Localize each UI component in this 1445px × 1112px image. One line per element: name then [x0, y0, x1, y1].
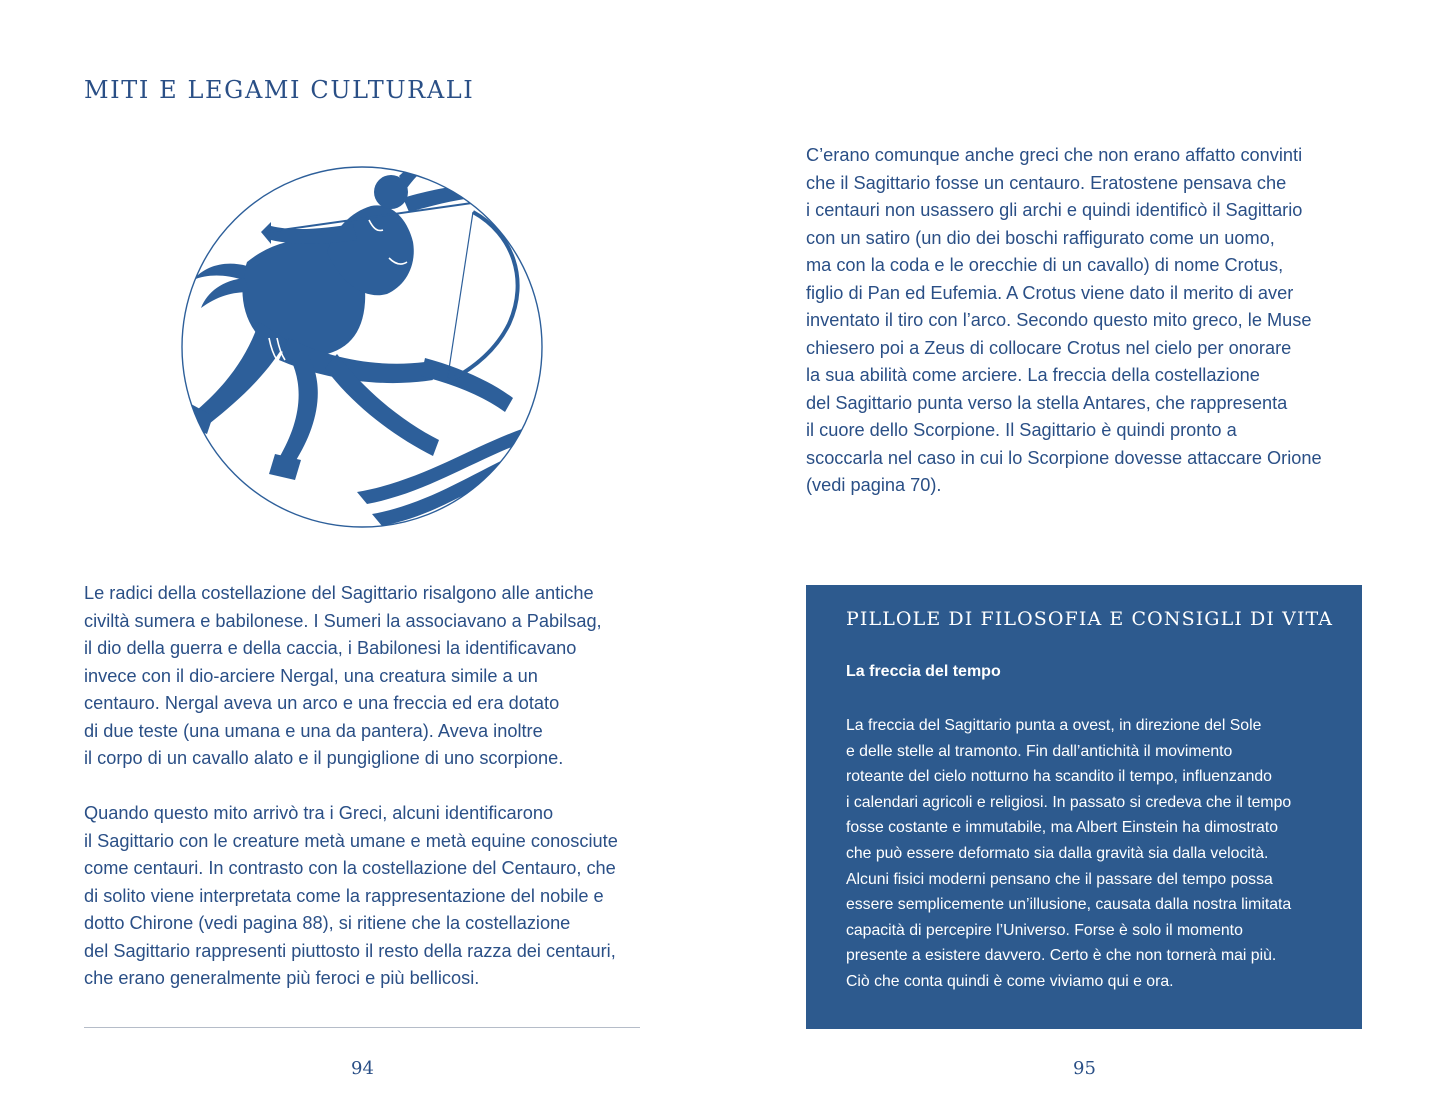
page-number: 94: [351, 1058, 374, 1079]
text-line: dotto Chirone (vedi pagina 88), si ritiene che la costellazione: [84, 913, 571, 933]
text-line: il Sagittario con le creature metà umane e metà equine conosciute: [84, 830, 618, 851]
text-line: Ciò che conta quindi è come viviamo qui e ora.: [846, 972, 1174, 990]
text-line: di solito viene interpretata come la rappresentazione del nobile e: [84, 885, 604, 906]
right-body-text: [806, 142, 1322, 500]
text-line: presente a esistere davvero. Certo è che non tornerà mai più.: [846, 947, 1277, 965]
section-title: MITI E LEGAMI CULTURALI: [84, 76, 475, 104]
text-line: che erano generalmente più feroci e più bellicosi.: [84, 968, 480, 988]
footer-rule: [84, 1027, 640, 1028]
philosophy-pill-box: [806, 585, 1362, 1029]
text-line: capacità di percepire l’Universo. Forse è solo il momento: [846, 921, 1243, 939]
text-line: invece con il dio-arciere Nergal, una creatura simile a un: [84, 665, 538, 686]
text-line: di due teste (una umana e una da pantera). Aveva inoltre: [84, 720, 543, 741]
text-line: come centauri. In contrasto con la costellazione del Centauro, che: [84, 858, 616, 878]
text-line: Quando questo mito arrivò tra i Greci, alcuni identificarono: [84, 803, 554, 823]
pill-box-subtitle: La freccia del tempo: [846, 663, 1001, 680]
text-line: centauro. Nergal aveva un arco e una freccia ed era dotato: [84, 693, 560, 713]
text-line: il cuore dello Scorpione. Il Sagittario è quindi pronto a: [806, 420, 1237, 440]
text-line: e delle stelle al tramonto. Fin dall’antichità il movimento: [846, 742, 1233, 760]
text-line: Alcuni fisici moderni pensano che il passare del tempo possa: [846, 870, 1273, 888]
text-line: roteante del cielo notturno ha scandito il tempo, influenzando: [846, 768, 1272, 786]
text-line: il dio della guerra e della caccia, i Babilonesi la identificavano: [84, 638, 577, 658]
left-body-text: [84, 580, 618, 993]
page-number: 95: [1073, 1058, 1096, 1079]
text-line: essere semplicemente un’illusione, causata dalla nostra limitata: [846, 896, 1292, 914]
text-line: che il Sagittario fosse un centauro. Eratostene pensava che: [806, 172, 1287, 193]
text-line: chiesero poi a Zeus di collocare Crotus nel cielo per onorare: [806, 337, 1292, 358]
pill-box-title: PILLOLE DI FILOSOFIA E CONSIGLI DI VITA: [846, 608, 1334, 630]
text-line: del Sagittario rappresenti piuttosto il resto della razza dei centauri,: [84, 940, 616, 961]
sagittarius-archer-illustration: [177, 162, 547, 532]
text-line: scoccarla nel caso in cui lo Scorpione dovesse attaccare Orione: [806, 447, 1322, 468]
text-line: civiltà sumera e babilonese. I Sumeri la associavano a Pabilsag,: [84, 610, 602, 631]
text-line: il corpo di un cavallo alato e il pungiglione di uno scorpione.: [84, 748, 564, 768]
text-line: del Sagittario punta verso la stella Antares, che rappresenta: [806, 392, 1288, 413]
text-line: Le radici della costellazione del Sagittario risalgono alle antiche: [84, 583, 594, 603]
text-line: C’erano comunque anche greci che non erano affatto convinti: [806, 145, 1303, 165]
paragraph-gap: [84, 773, 618, 801]
text-line: i centauri non usassero gli archi e quindi identificò il Sagittario: [806, 200, 1303, 220]
text-line: con un satiro (un dio dei boschi raffigurato come un uomo,: [806, 227, 1275, 248]
text-line: La freccia del Sagittario punta a ovest, in direzione del Sole: [846, 717, 1262, 734]
text-line: la sua abilità come arciere. La freccia della costellazione: [806, 365, 1260, 385]
text-line: fosse costante e immutabile, ma Albert Einstein ha dimostrato: [846, 819, 1278, 837]
pill-box-text: [846, 713, 1291, 995]
left-page: [0, 0, 722, 1112]
text-line: inventato il tiro con l’arco. Secondo questo mito greco, le Muse: [806, 310, 1312, 330]
text-line: (vedi pagina 70).: [806, 475, 942, 495]
text-line: ma con la coda e le orecchie di un cavallo) di nome Crotus,: [806, 255, 1284, 275]
text-line: figlio di Pan ed Eufemia. A Crotus viene dato il merito di aver: [806, 282, 1294, 303]
right-page: [722, 0, 1445, 1112]
text-line: i calendari agricoli e religiosi. In passato si credeva che il tempo: [846, 793, 1292, 811]
text-line: che può essere deformato sia dalla gravità sia dalla velocità.: [846, 844, 1269, 862]
